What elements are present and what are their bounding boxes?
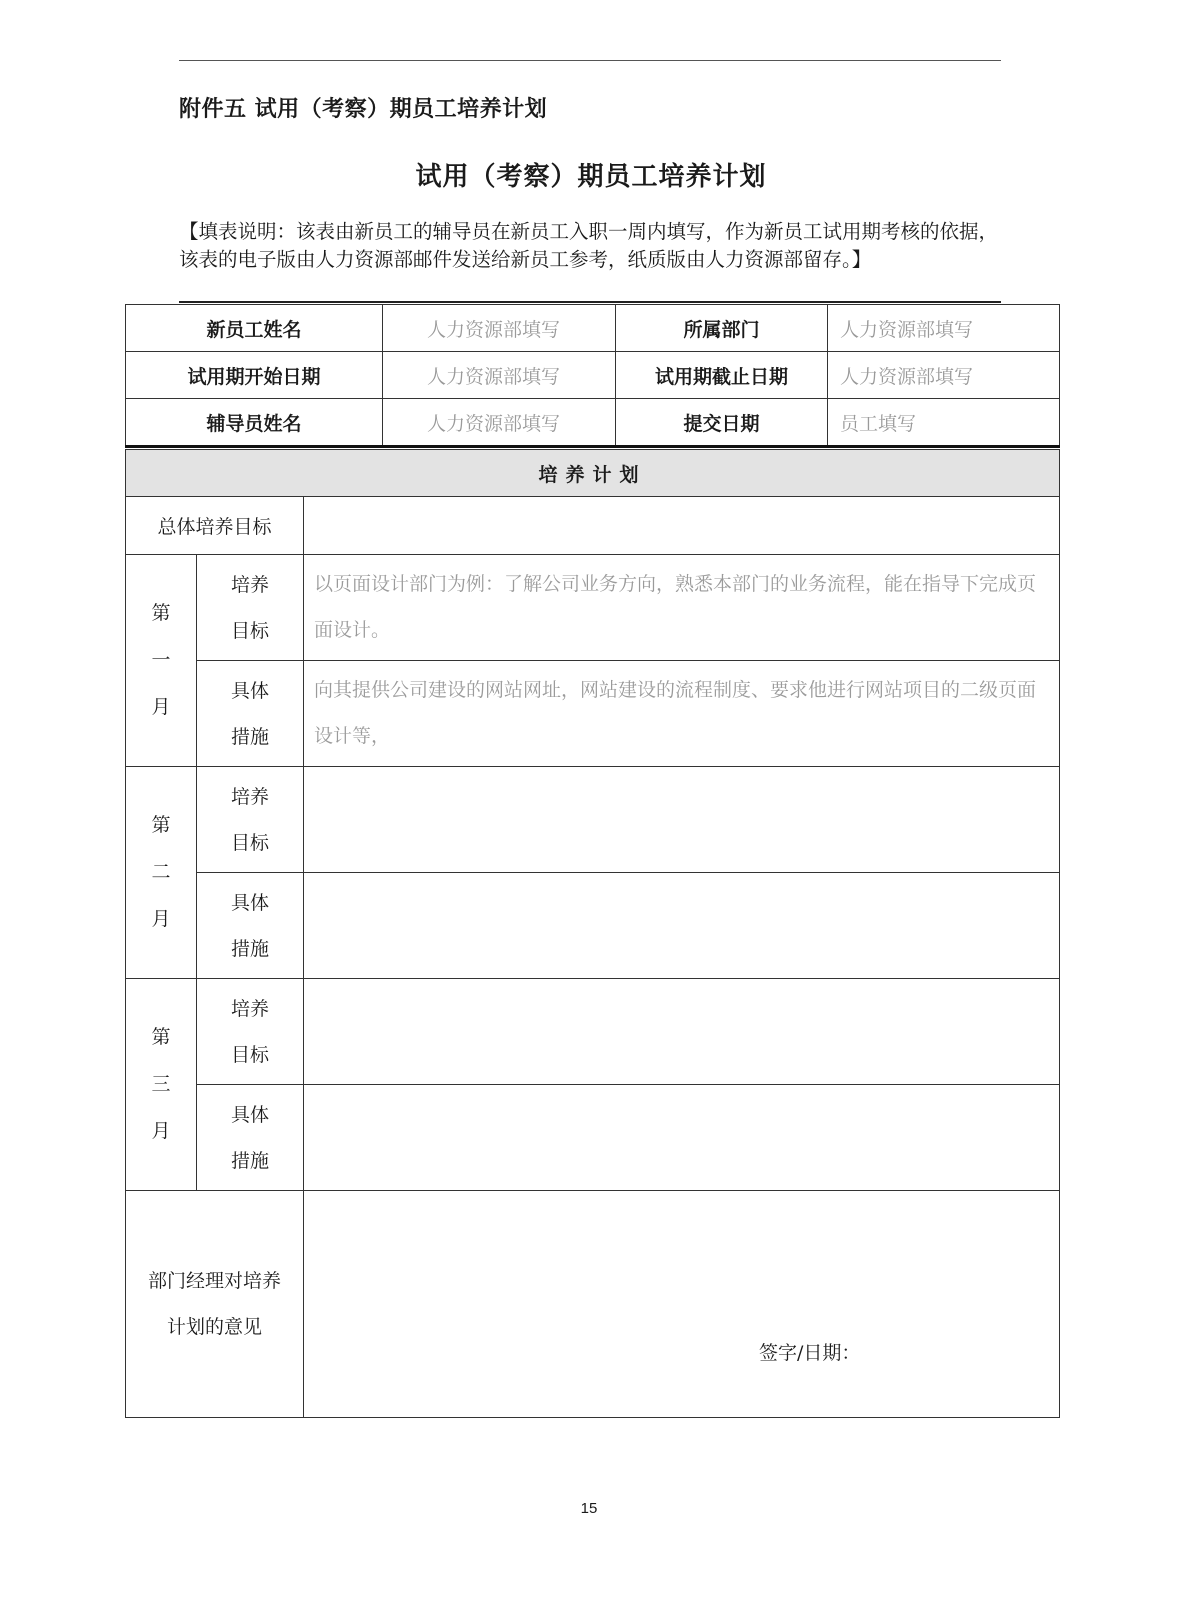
info-row: [126, 399, 1060, 447]
signature-date-label: 签字/日期：: [759, 1342, 861, 1364]
annex-heading: 附件五 试用（考察）期员工培养计划: [179, 96, 548, 122]
mentor-name-field[interactable]: 人力资源部填写: [383, 399, 616, 447]
submit-date-label: 提交日期: [616, 399, 828, 447]
month-2-measures-field[interactable]: [304, 873, 1060, 979]
month-1-label: 第 一 月: [126, 555, 197, 767]
manager-opinion-label: 部门经理对培养 计划的意见: [126, 1191, 304, 1418]
department-field[interactable]: 人力资源部填写: [828, 305, 1060, 352]
info-row: [126, 305, 1060, 352]
employee-name-label: 新员工姓名: [126, 305, 383, 352]
header-rule: [179, 60, 1001, 61]
month-3-goal-field[interactable]: [304, 979, 1060, 1085]
overall-goal-field[interactable]: [304, 497, 1060, 555]
month-3-measures-field[interactable]: [304, 1085, 1060, 1191]
probation-start-label: 试用期开始日期: [126, 352, 383, 399]
mentor-name-label: 辅导员姓名: [126, 399, 383, 447]
submit-date-field[interactable]: 员工填写: [828, 399, 1060, 447]
manager-opinion-field[interactable]: [304, 1191, 1060, 1418]
probation-start-field[interactable]: 人力资源部填写: [383, 352, 616, 399]
plan-section-header: 培养计划: [126, 450, 1060, 497]
month-1-measures-label: 具体 措施: [197, 661, 304, 767]
department-label: 所属部门: [616, 305, 828, 352]
month-3-goal-label: 培养 目标: [197, 979, 304, 1085]
month-1-measures-field[interactable]: 向其提供公司建设的网站网址，网站建设的流程制度、要求他进行网站项目的二级页面设计等，: [304, 661, 1060, 767]
page-title: 试用（考察）期员工培养计划: [415, 162, 767, 192]
month-3-measures-label: 具体 措施: [197, 1085, 304, 1191]
probation-end-field[interactable]: 人力资源部填写: [828, 352, 1060, 399]
month-2-goal-label: 培养 目标: [197, 767, 304, 873]
page-number: 15: [580, 1500, 598, 1517]
employee-info-table: [125, 304, 1060, 448]
employee-name-field[interactable]: 人力资源部填写: [383, 305, 616, 352]
month-2-label: 第 二 月: [126, 767, 197, 979]
month-1-goal-field[interactable]: 以页面设计部门为例：了解公司业务方向，熟悉本部门的业务流程，能在指导下完成页面设计。: [304, 555, 1060, 661]
overall-goal-label: 总体培养目标: [126, 497, 304, 555]
month-2-goal-field[interactable]: [304, 767, 1060, 873]
month-3-label: 第 三 月: [126, 979, 197, 1191]
month-2-measures-label: 具体 措施: [197, 873, 304, 979]
info-top-rule: [179, 301, 1001, 303]
probation-end-label: 试用期截止日期: [616, 352, 828, 399]
training-plan-table: [125, 449, 1060, 1418]
instructions-note: 【填表说明：该表由新员工的辅导员在新员工入职一周内填写，作为新员工试用期考核的依据，该表的电子版由人力资源部邮件发送给新员工参考，纸质版由人力资源部留存。】: [179, 220, 999, 271]
month-1-goal-label: 培养 目标: [197, 555, 304, 661]
info-row: [126, 352, 1060, 399]
